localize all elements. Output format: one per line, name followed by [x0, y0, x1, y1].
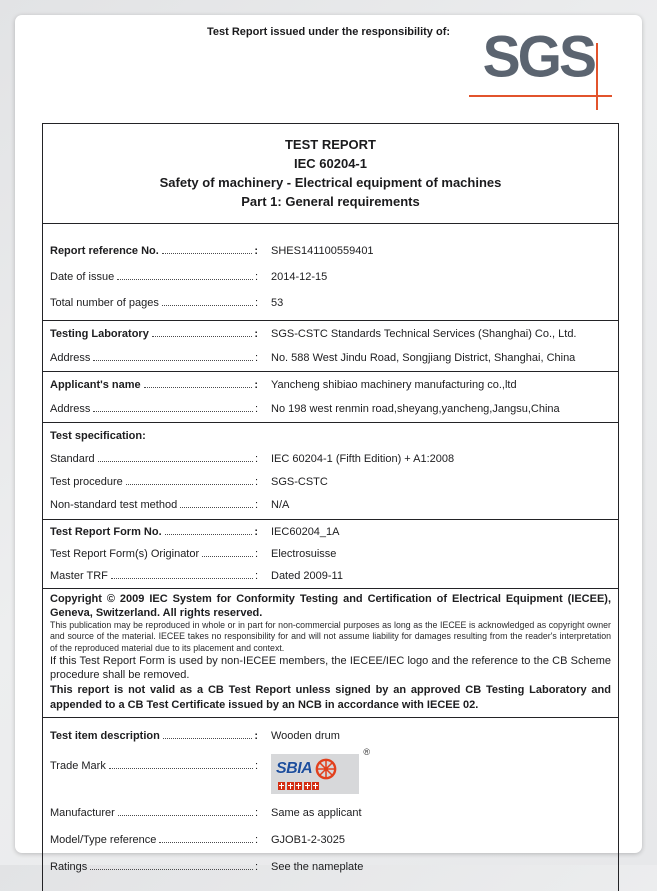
row-laboratory-address	[50, 346, 611, 370]
leader-dots	[93, 411, 253, 412]
leader-dots	[159, 842, 253, 843]
leader-dots	[118, 815, 253, 816]
section-copyright	[43, 589, 618, 718]
leader-dots	[162, 253, 253, 254]
row-standard	[50, 448, 611, 471]
leader-dots	[152, 336, 253, 337]
row-test-procedure	[50, 471, 611, 494]
leader-dots	[144, 387, 253, 388]
title-line-subject: Safety of machinery - Electrical equipment of machines	[159, 175, 502, 190]
copyright-small-text: This publication may be reproduced in whole or in part for non-commercial purposes as long as the IECEE is acknowledged as copyright owner and source of the material. IECEE takes no responsibility for and will not assume liability for damages resulting from the reader's interpretation of the reproduced material due to its placement and context.	[50, 620, 611, 653]
field-value: No. 588 West Jindu Road, Songjiang District, Shanghai, China	[271, 352, 576, 364]
field-value: Yancheng shibiao machinery manufacturing co.,ltd	[271, 379, 517, 391]
row-non-standard-method	[50, 494, 611, 517]
section-test-specification	[43, 423, 618, 520]
field-label: Address :	[50, 403, 258, 415]
field-label: Total number of pages :	[50, 297, 258, 309]
sgs-logo	[15, 15, 642, 125]
row-applicant-name	[50, 373, 611, 397]
field-value: Wooden drum	[271, 729, 340, 742]
field-value: Same as applicant	[271, 806, 362, 819]
row-testing-laboratory	[50, 322, 611, 346]
field-label: Standard :	[50, 453, 258, 465]
row-master-trf	[50, 565, 611, 587]
field-label: Testing Laboratory :	[50, 328, 258, 340]
report-table	[42, 123, 619, 891]
field-label: Test Report Form(s) Originator :	[50, 548, 258, 560]
leader-dots	[162, 305, 253, 306]
field-label: Manufacturer :	[50, 806, 258, 819]
row-form-originator	[50, 543, 611, 565]
field-value: See the nameplate	[271, 860, 364, 873]
row-report-reference	[50, 238, 611, 264]
row-trade-mark	[50, 746, 611, 794]
leader-dots	[90, 869, 253, 870]
field-value: IEC 60204-1 (Fifth Edition) + A1:2008	[271, 453, 455, 465]
leader-dots	[111, 578, 253, 579]
title-line-report: TEST REPORT	[284, 137, 376, 152]
section-applicant	[43, 372, 618, 423]
issued-note: Test Report issued under the responsibility of:	[206, 26, 451, 38]
field-value: SHES141100559401	[271, 245, 374, 257]
title-line-part: Part 1: General requirements	[241, 194, 420, 209]
row-manufacturer	[50, 800, 611, 827]
leader-dots	[165, 534, 253, 535]
field-value: Electrosuisse	[271, 548, 337, 560]
title-block	[43, 124, 618, 224]
chinese-characters-strip	[278, 782, 354, 790]
row-model-type	[50, 827, 611, 854]
spoked-wheel-icon	[315, 758, 337, 780]
field-label: Non-standard test method :	[50, 499, 258, 511]
leader-dots	[98, 461, 253, 462]
field-value: SGS-CSTC Standards Technical Services (Shanghai) Co., Ltd.	[271, 328, 577, 340]
field-label: Report reference No. :	[50, 245, 258, 257]
field-value: No 198 west renmin road,sheyang,yancheng,Jangsu,China	[271, 403, 560, 415]
copyright-bold-intro: Copyright © 2009 IEC System for Conformity Testing and Certification of Electrical Equipment (IECEE), Geneva, Switzerland. All rights reserved.	[50, 593, 611, 619]
field-value: 2014-12-15	[271, 271, 328, 283]
sgs-logo-text: SGS	[482, 24, 594, 90]
title-line-standard: IEC 60204-1	[294, 156, 367, 171]
field-value: 53	[271, 297, 284, 309]
copyright-validity-notice: This report is not valid as a CB Test Report unless signed by an approved CB Testing Laboratory and appended to a CB Test Certificate issued by an NCB in accordance with IECEE 02.	[50, 683, 611, 711]
trademark-text: SBIA	[276, 759, 313, 777]
leader-dots	[109, 768, 253, 769]
trademark-logo	[271, 746, 370, 794]
sgs-crosshair-line	[596, 43, 598, 110]
section-report-info	[43, 224, 618, 321]
leader-dots	[126, 484, 253, 485]
section-test-item	[43, 718, 618, 891]
field-value: IEC60204_1A	[271, 526, 340, 538]
field-label: Address :	[50, 352, 258, 364]
field-value: Dated 2009-11	[271, 570, 343, 582]
leader-dots	[93, 360, 253, 361]
leader-dots	[163, 738, 253, 739]
row-test-item-description	[50, 723, 611, 750]
row-report-form-no	[50, 521, 611, 543]
field-label: Master TRF :	[50, 570, 258, 582]
field-label: Ratings :	[50, 860, 258, 873]
row-date-of-issue	[50, 264, 611, 290]
leader-dots	[180, 507, 253, 508]
section-testing-laboratory	[43, 321, 618, 372]
field-value: GJOB1-2-3025	[271, 833, 345, 846]
sgs-underline-rule	[469, 95, 612, 97]
test-specification-heading: Test specification:	[50, 430, 146, 442]
field-label: Test Report Form No. :	[50, 526, 258, 538]
field-label: Test procedure :	[50, 476, 258, 488]
row-applicant-address	[50, 397, 611, 421]
copyright-removal-note: If this Test Report Form is used by non-IECEE members, the IECEE/IEC logo and the reference to the CB Scheme procedure shall be removed.	[50, 654, 611, 682]
field-label: Test item description :	[50, 729, 258, 742]
leader-dots	[117, 279, 253, 280]
document-page	[15, 15, 642, 873]
field-label: Applicant's name :	[50, 379, 258, 391]
field-label: Date of issue :	[50, 271, 258, 283]
field-value: N/A	[271, 499, 290, 511]
field-label: Model/Type reference :	[50, 833, 258, 846]
section-report-form	[43, 520, 618, 589]
row-total-pages	[50, 290, 611, 316]
field-label: Trade Mark :	[50, 759, 258, 772]
field-value: SGS-CSTC	[271, 476, 328, 488]
row-ratings	[50, 854, 611, 881]
registered-mark-icon: ®	[363, 746, 370, 757]
leader-dots	[202, 556, 253, 557]
